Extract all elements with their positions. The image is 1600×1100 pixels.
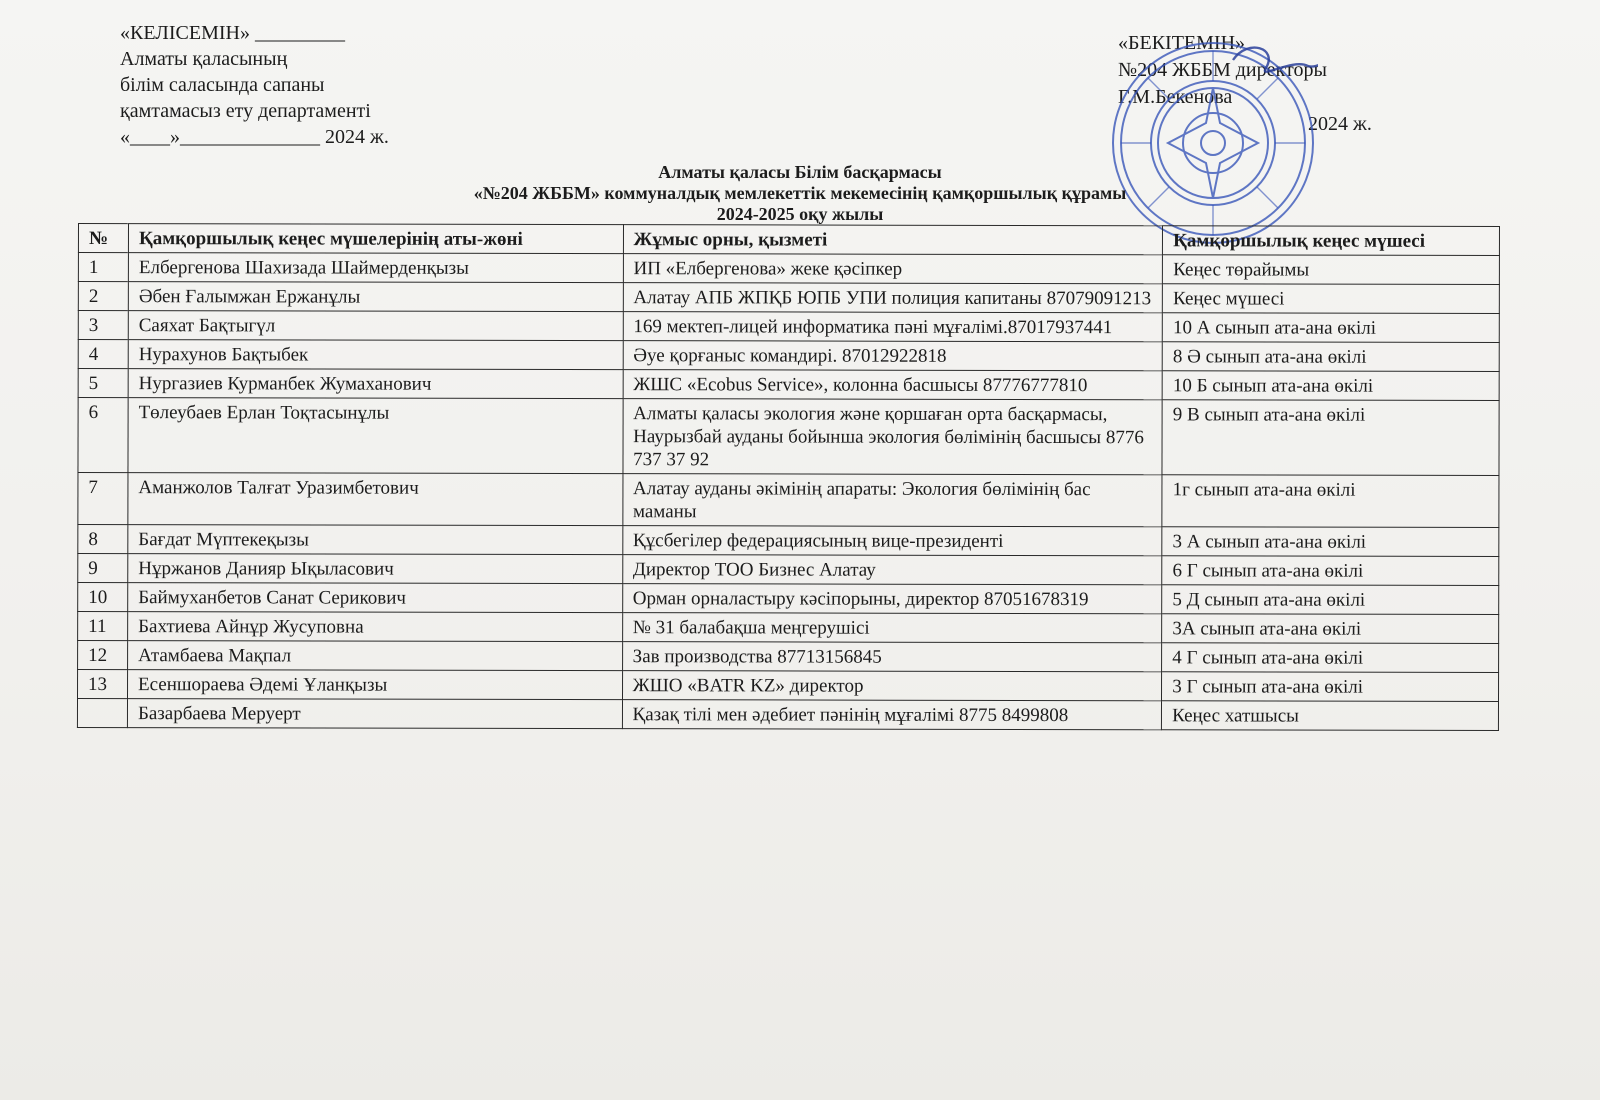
- cell-name: Әбен Ғалымжан Ержанұлы: [128, 282, 623, 312]
- approval-right-line2: Г.М.Бекенова: [1118, 86, 1233, 108]
- header-work: Жұмыс орны, қызметі: [623, 225, 1163, 255]
- cell-role: 3А сынып ата-ана өкілі: [1162, 614, 1499, 644]
- header-name: Қамқоршылық кеңес мүшелерінің аты-жөні: [128, 224, 623, 254]
- cell-name: Бахтиева Айнұр Жусуповна: [128, 612, 623, 642]
- cell-role: 1г сынып ата-ана өкілі: [1162, 475, 1499, 528]
- cell-role: Кеңес хатшысы: [1162, 701, 1499, 731]
- cell-work: Қазақ тілі мен әдебиет пәнінің мұғалімі 8775 8499808: [622, 700, 1162, 730]
- cell-role: 10 А сынып ата-ана өкілі: [1162, 313, 1499, 343]
- signature-mark: [1233, 48, 1318, 72]
- cell-name: Нурахунов Бақтыбек: [128, 340, 623, 370]
- approval-left-line1: Алматы қаласының: [120, 48, 288, 70]
- cell-work: № 31 балабақша меңгерушісі: [622, 613, 1162, 643]
- cell-role: 3 А сынып ата-ана өкілі: [1162, 527, 1499, 557]
- table-row: [78, 253, 1499, 285]
- cell-name: Бағдат Мүптекеқызы: [128, 525, 623, 555]
- approval-right-date: 2024 ж.: [1308, 113, 1372, 135]
- cell-name: Саяхат Бақтыгүл: [128, 311, 623, 341]
- cell-role: Кеңес төрайымы: [1163, 255, 1500, 285]
- cell-work: Алатау ауданы әкімінің апараты: Экология бөлімінің бас маманы: [622, 474, 1162, 527]
- cell-name: Базарбаева Меруерт: [127, 699, 622, 729]
- approval-left-date: «____»______________ 2024 ж.: [120, 126, 389, 148]
- cell-role: 3 Г сынып ата-ана өкілі: [1162, 672, 1499, 702]
- cell-name: Атамбаева Мақпал: [128, 641, 623, 671]
- cell-number: 12: [78, 641, 128, 670]
- table-row: [78, 525, 1499, 557]
- cell-number: 2: [78, 282, 128, 311]
- cell-number: 9: [78, 554, 128, 583]
- table-row: [78, 398, 1499, 476]
- cell-name: Елбергенова Шахизада Шаймерденқызы: [128, 253, 623, 283]
- cell-work: Алматы қаласы экология және қоршаған орта басқармасы, Наурызбай ауданы бойынша экология бөлімінің басшысы 8776 737 37 92: [623, 399, 1163, 475]
- cell-name: Баймуханбетов Санат Серикович: [128, 583, 623, 613]
- cell-role: 8 Ә сынып ата-ана өкілі: [1162, 342, 1499, 372]
- cell-name: Аманжолов Талғат Уразимбетович: [128, 473, 623, 526]
- table-row: [78, 369, 1499, 401]
- table-row: [78, 670, 1499, 702]
- cell-work: Алатау АПБ ЖПҚБ ЮПБ УПИ полиция капитаны 87079091213: [623, 283, 1163, 313]
- cell-role: 6 Г сынып ата-ана өкілі: [1162, 556, 1499, 586]
- table-row: [78, 311, 1499, 343]
- cell-number: 1: [78, 253, 128, 282]
- cell-name: Нургазиев Курманбек Жумаханович: [128, 369, 623, 399]
- approval-left-line3: қамтамасыз ету департаменті: [120, 100, 371, 122]
- table-row: [77, 699, 1498, 731]
- cell-number: 7: [78, 473, 128, 525]
- title-line1: Алматы қаласы Білім басқармасы: [658, 162, 942, 182]
- cell-role: 5 Д сынып ата-ана өкілі: [1162, 585, 1499, 615]
- approval-right-header: «БЕКІТЕМІН»: [1118, 32, 1246, 54]
- cell-role: Кеңес мүшесі: [1163, 284, 1500, 314]
- cell-number: 11: [78, 612, 128, 641]
- title-line3: 2024-2025 оқу жылы: [716, 204, 884, 224]
- table-row: [78, 641, 1499, 673]
- cell-work: Әуе қорғаныс командирі. 87012922818: [623, 341, 1163, 371]
- cell-name: Есеншораева Әдемі Ұланқызы: [127, 670, 622, 700]
- cell-work: Құсбегілер федерациясының вице-президенті: [622, 526, 1162, 556]
- cell-work: ЖШО «BATR KZ» директор: [622, 671, 1162, 701]
- header-role: Қамқоршылық кеңес мүшесі: [1163, 226, 1500, 256]
- cell-role: 9 В сынып ата-ана өкілі: [1162, 400, 1499, 476]
- approval-block-left: [120, 20, 389, 150]
- cell-number: 8: [78, 525, 128, 554]
- cell-number: 5: [78, 369, 128, 398]
- table-row: [78, 473, 1499, 528]
- cell-role: 4 Г сынып ата-ана өкілі: [1162, 643, 1499, 673]
- cell-number: 4: [78, 340, 128, 369]
- cell-number: 3: [78, 311, 128, 340]
- approval-left-header: «КЕЛІСЕМІН» _________: [120, 22, 345, 44]
- title-line2: «№204 ЖББМ» коммуналдық мемлекеттік мекемесінің қамқоршылық құрамы: [473, 183, 1127, 203]
- table-header-row: [78, 224, 1499, 256]
- cell-work: Зав производства 87713156845: [622, 642, 1162, 672]
- cell-work: 169 мектеп-лицей информатика пәні мұғалімі.87017937441: [623, 312, 1163, 342]
- cell-work: ЖШС «Ecobus Service», колонна басшысы 87776777810: [623, 370, 1163, 400]
- cell-work: Орман орналастыру кәсіпорыны, директор 87051678319: [622, 584, 1162, 614]
- cell-number: 10: [78, 583, 128, 612]
- header-number: №: [78, 224, 128, 253]
- cell-number: 6: [78, 398, 128, 473]
- cell-number: [77, 699, 127, 728]
- members-table: [77, 223, 1500, 731]
- approval-right-line1: №204 ЖББМ директоры: [1118, 59, 1327, 81]
- cell-name: Төлеубаев Ерлан Тоқтасынұлы: [128, 398, 623, 474]
- cell-work: ИП «Елбергенова» жеке қәсіпкер: [623, 254, 1163, 284]
- document-title: [0, 162, 1600, 225]
- approval-left-line2: білім саласында сапаны: [120, 74, 325, 96]
- table-row: [78, 340, 1499, 372]
- table-row: [78, 583, 1499, 615]
- cell-name: Нұржанов Данияр Ықыласович: [128, 554, 623, 584]
- cell-role: 10 Б сынып ата-ана өкілі: [1162, 371, 1499, 401]
- cell-number: 13: [78, 670, 128, 699]
- table-row: [78, 282, 1499, 314]
- cell-work: Директор ТОО Бизнес Алатау: [622, 555, 1162, 585]
- table-row: [78, 612, 1499, 644]
- table-row: [78, 554, 1499, 586]
